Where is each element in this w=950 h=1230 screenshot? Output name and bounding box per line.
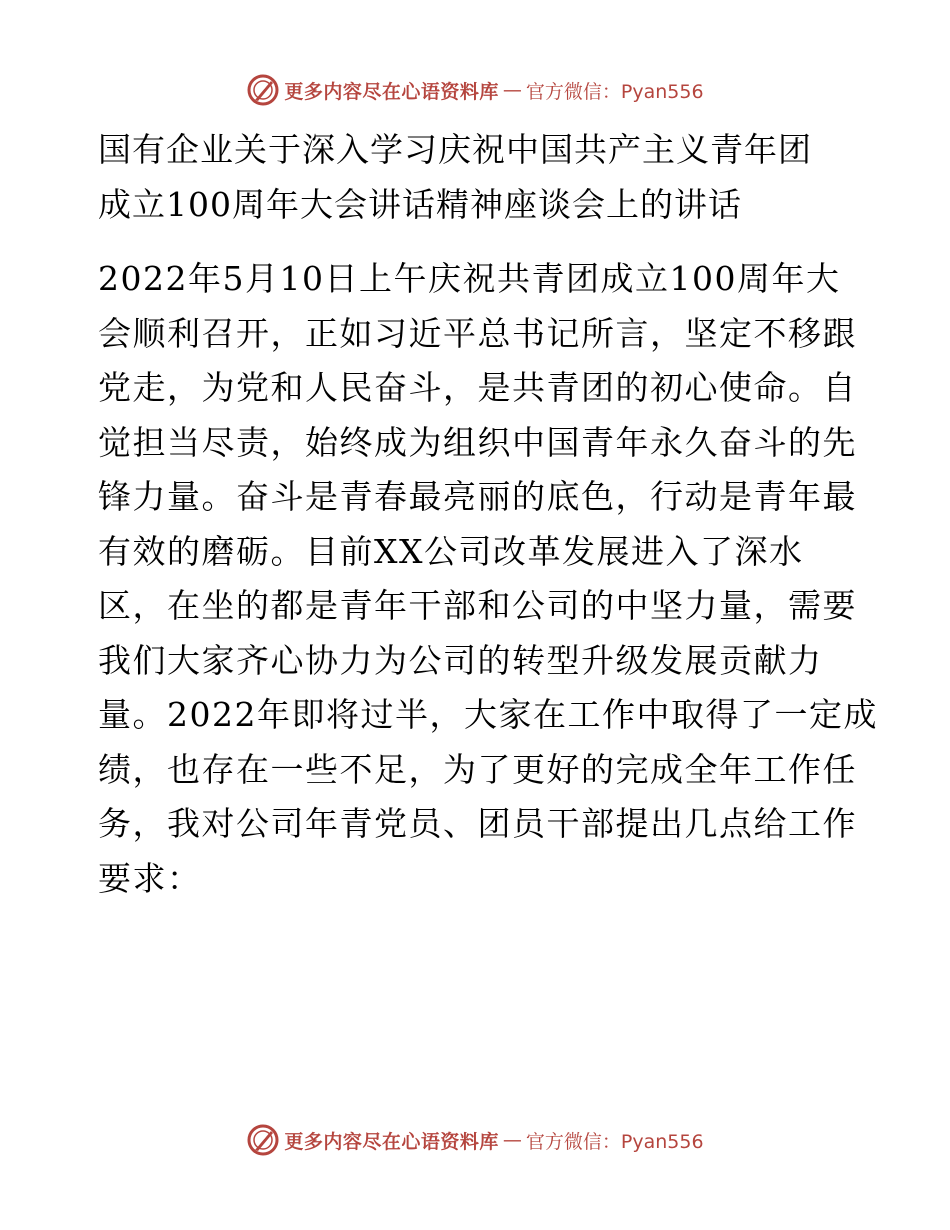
body-line: 我们大家齐心协力为公司的转型升级发展贡献力 [98, 640, 823, 680]
document-body [98, 252, 878, 906]
watermark-account-text: 官方微信：Pyan556 [525, 80, 704, 103]
watermark-account-text: 官方微信：Pyan556 [525, 1130, 704, 1153]
body-line: 量。2022年即将过半，大家在工作中取得了一定成 [98, 695, 878, 734]
body-line: 务，我对公司年青党员、团员干部提出几点给工作 [98, 804, 857, 843]
footer-watermark [0, 1120, 950, 1160]
body-line: 会顺利召开，正如习近平总书记所言，坚定不移跟 [98, 313, 857, 353]
body-line: 区，在坐的都是青年干部和公司的中坚力量，需要 [98, 586, 857, 625]
quill-logo-icon [246, 73, 280, 107]
watermark-promo-text: 更多内容尽在心语资料库 [284, 80, 499, 103]
watermark-separator: — [502, 1129, 522, 1151]
watermark-promo-text: 更多内容尽在心语资料库 [284, 1130, 499, 1153]
body-line: 觉担当尽责，始终成为组织中国青年永久奋斗的先 [98, 422, 857, 462]
body-line: 绩，也存在一些不足，为了更好的完成全年工作任 [98, 749, 857, 789]
header-watermark [0, 70, 950, 110]
body-line: 2022年5月10日上午庆祝共青团成立100周年大 [98, 259, 841, 298]
title-line: 成立100周年大会讲话精神座谈会上的讲话 [98, 185, 742, 224]
document-title [98, 122, 858, 232]
body-line: 党走，为党和人民奋斗，是共青团的初心使命。自 [98, 368, 857, 407]
body-line: 锋力量。奋斗是青春最亮丽的底色，行动是青年最 [98, 477, 857, 516]
body-line: 有效的磨砺。目前XX公司改革发展进入了深水 [98, 531, 804, 571]
quill-logo-icon [246, 1123, 280, 1157]
watermark-separator: — [502, 79, 522, 101]
title-line: 国有企业关于深入学习庆祝中国共产主义青年团 [98, 130, 812, 169]
body-line: 要求： [98, 858, 202, 898]
